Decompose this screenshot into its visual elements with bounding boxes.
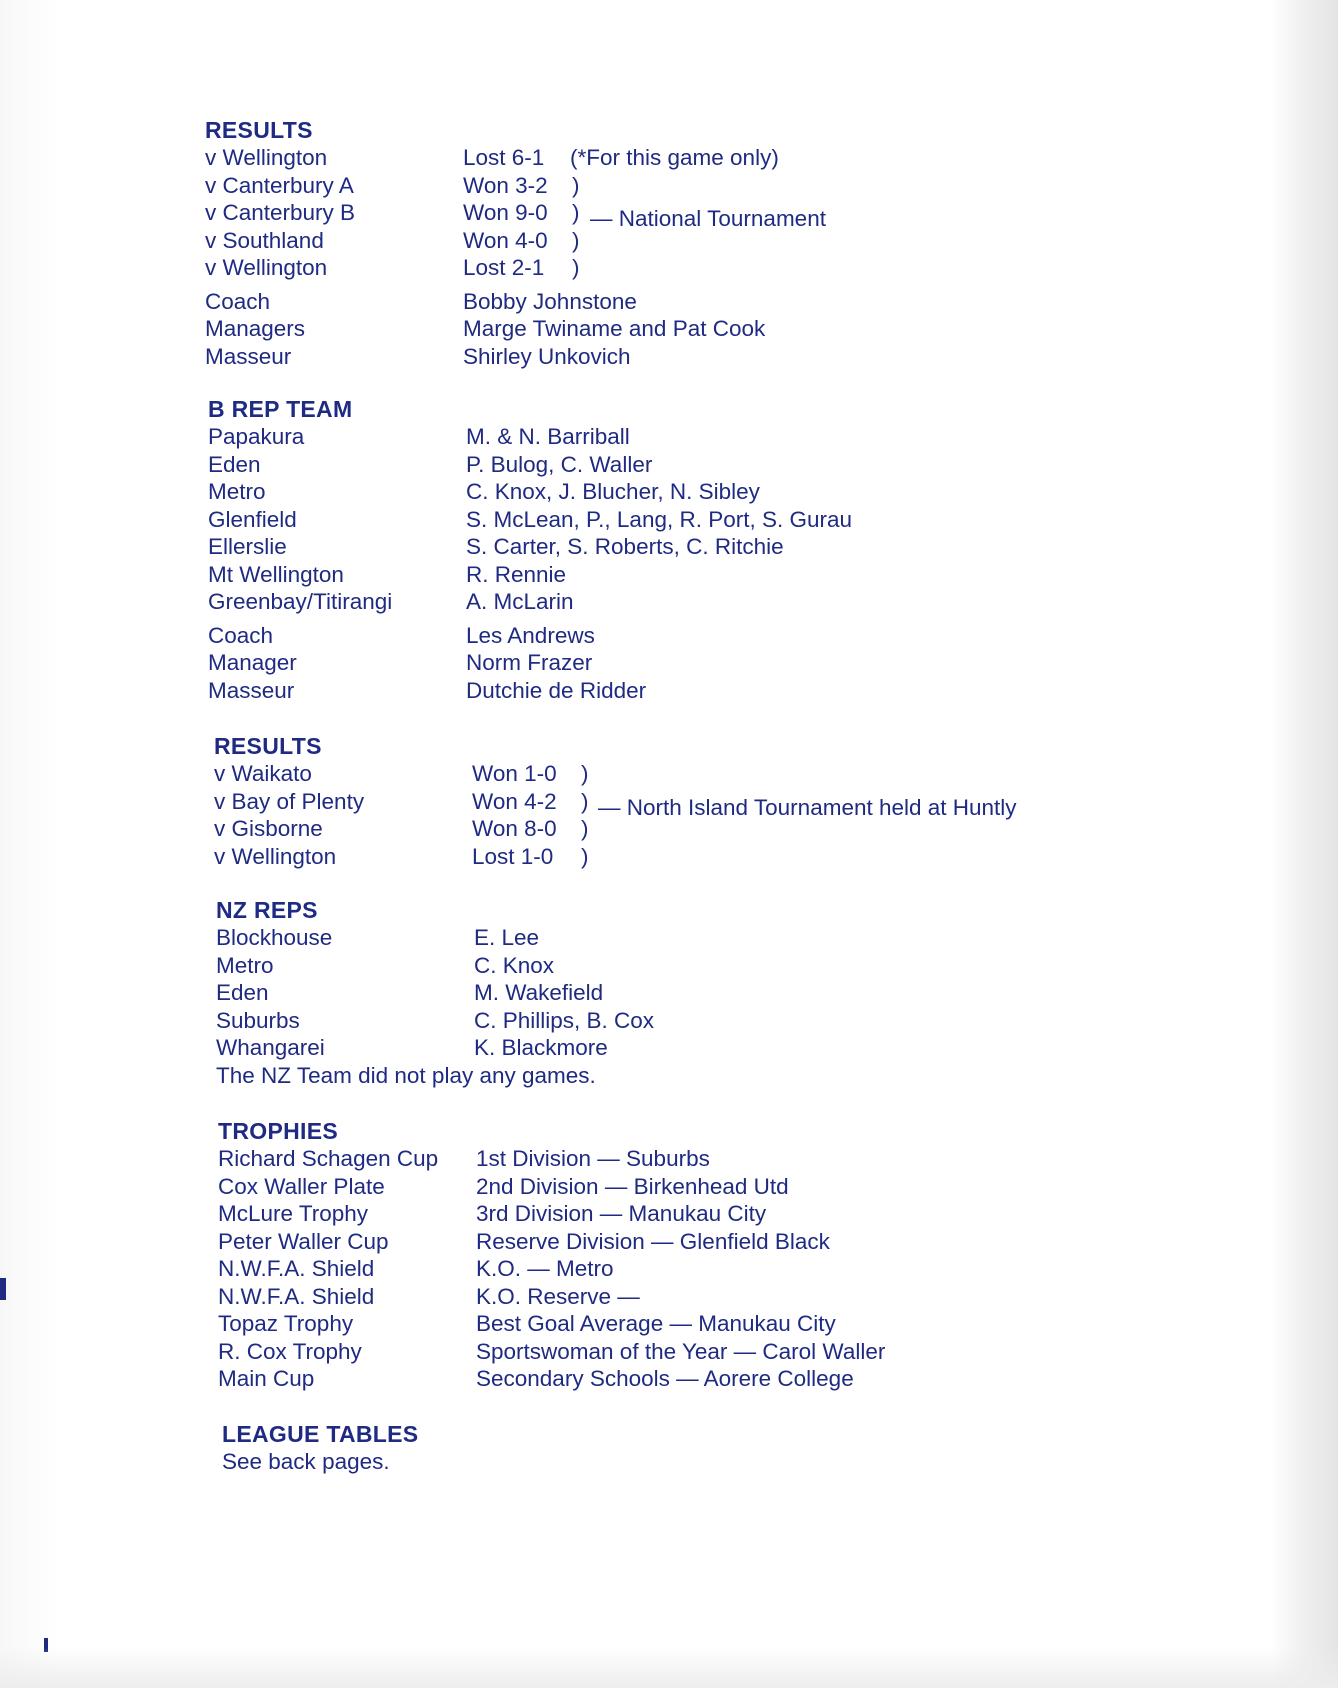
club-row — [208, 588, 1108, 616]
opponent: v Wellington — [205, 255, 328, 280]
trophy-winner: 3rd Division — Manukau City — [476, 1201, 767, 1226]
club-name: Metro — [208, 479, 266, 504]
result: Won 3-2 — [463, 172, 548, 198]
bracket: ) — [572, 172, 580, 198]
trophy-winner: Best Goal Average — Manukau City — [476, 1311, 836, 1336]
official-name: Marge Twiname and Pat Cook — [463, 316, 766, 341]
official-name: Norm Frazer — [466, 650, 593, 675]
bracket: ) — [572, 255, 580, 280]
opponent: v Canterbury B — [205, 200, 356, 225]
officials-list — [208, 622, 1108, 705]
club-players: E. Lee — [474, 925, 540, 950]
club-players: P. Bulog, C. Waller — [466, 451, 653, 477]
league-tables-section — [222, 1420, 1122, 1476]
club-name: Greenbay/Titirangi — [208, 589, 393, 614]
trophy-winner: K.O. Reserve — — [476, 1283, 640, 1309]
club-name: Suburbs — [216, 1007, 300, 1033]
club-name: Whangarei — [216, 1035, 325, 1060]
result-row — [214, 843, 1114, 871]
club-row — [208, 423, 1108, 451]
section-title: RESULTS — [205, 117, 313, 143]
opponent: v Bay of Plenty — [214, 788, 365, 814]
result-note: (*For this game only) — [570, 145, 779, 170]
club-name: Eden — [216, 980, 269, 1005]
bracket: ) — [581, 843, 589, 869]
trophy-row — [218, 1283, 1118, 1311]
bracket: ) — [581, 816, 589, 841]
official-row — [208, 622, 1108, 650]
trophy-name: Richard Schagen Cup — [218, 1146, 439, 1171]
trophy-row — [218, 1200, 1118, 1228]
club-players: A. McLarin — [466, 589, 574, 614]
club-players: S. Carter, S. Roberts, C. Ritchie — [466, 534, 784, 559]
result-row — [205, 172, 1105, 200]
officials-list — [205, 288, 1105, 371]
section-title: B REP TEAM — [208, 396, 353, 422]
trophy-name: Cox Waller Plate — [218, 1173, 385, 1199]
nz-team-footnote: The NZ Team did not play any games. — [216, 1062, 596, 1088]
club-row — [208, 478, 1108, 506]
trophy-row — [218, 1310, 1118, 1338]
bracket: ) — [572, 200, 580, 225]
official-name: Dutchie de Ridder — [466, 677, 647, 703]
official-role: Managers — [205, 316, 306, 341]
opponent: v Canterbury A — [205, 172, 354, 198]
nz-reps-section — [216, 896, 1116, 1089]
result-row — [214, 760, 1114, 788]
official-row — [208, 677, 1108, 705]
trophy-name: N.W.F.A. Shield — [218, 1256, 375, 1281]
tournament-note: — National Tournament — [590, 206, 826, 231]
result: Lost 2-1 — [463, 255, 545, 280]
trophy-name: N.W.F.A. Shield — [218, 1283, 375, 1309]
results-north-island-section — [214, 732, 1114, 870]
club-players: M. Wakefield — [474, 980, 604, 1005]
opponent: v Wellington — [214, 843, 337, 869]
trophy-winner: 2nd Division — Birkenhead Utd — [476, 1173, 789, 1199]
trophy-row — [218, 1365, 1118, 1393]
trophy-row — [218, 1255, 1118, 1283]
section-title: LEAGUE TABLES — [222, 1421, 419, 1447]
result: Won 4-0 — [463, 227, 548, 253]
club-players: M. & N. Barriball — [466, 424, 630, 449]
result: Won 8-0 — [472, 816, 557, 841]
trophy-name: McLure Trophy — [218, 1201, 369, 1226]
club-name: Eden — [208, 451, 261, 477]
club-players: C. Phillips, B. Cox — [474, 1007, 655, 1033]
club-players: C. Knox — [474, 952, 555, 978]
opponent: v Southland — [205, 227, 324, 253]
b-rep-team-section — [208, 395, 1108, 704]
page-edge-shadow — [0, 1648, 1338, 1688]
result-row — [205, 144, 1105, 172]
club-name: Mt Wellington — [208, 561, 344, 587]
result-row — [205, 254, 1105, 282]
trophy-row — [218, 1145, 1118, 1173]
club-row — [208, 506, 1108, 534]
official-role: Masseur — [205, 343, 292, 369]
club-list — [208, 423, 1108, 616]
result: Won 4-2 — [472, 788, 557, 814]
trophy-winner: K.O. — Metro — [476, 1256, 614, 1281]
trophy-name: Peter Waller Cup — [218, 1228, 389, 1254]
bracket: ) — [572, 227, 580, 253]
trophy-name: R. Cox Trophy — [218, 1338, 362, 1364]
trophy-name: Main Cup — [218, 1366, 315, 1391]
results-national-section — [205, 116, 1105, 370]
club-row — [216, 1007, 1116, 1035]
trophy-row — [218, 1173, 1118, 1201]
bracket: ) — [581, 761, 589, 786]
opponent: v Wellington — [205, 145, 328, 170]
club-name: Glenfield — [208, 506, 297, 532]
result: Lost 6-1 — [463, 145, 545, 170]
official-role: Manager — [208, 650, 297, 675]
club-name: Ellerslie — [208, 534, 287, 559]
official-role: Coach — [208, 622, 274, 648]
club-players: K. Blackmore — [474, 1035, 608, 1060]
bracket: ) — [581, 788, 589, 814]
club-row — [208, 451, 1108, 479]
trophy-winner: Sportswoman of the Year — Carol Waller — [476, 1338, 886, 1364]
result: Won 1-0 — [472, 761, 557, 786]
section-title: TROPHIES — [218, 1118, 338, 1144]
tournament-note: — North Island Tournament held at Huntly — [598, 795, 1017, 820]
official-name: Bobby Johnstone — [463, 288, 637, 314]
official-row — [205, 315, 1105, 343]
section-title: NZ REPS — [216, 897, 318, 923]
section-title: RESULTS — [214, 733, 322, 759]
official-row — [208, 649, 1108, 677]
club-name: Papakura — [208, 424, 305, 449]
trophy-winner: Secondary Schools — Aorere College — [476, 1366, 854, 1391]
official-row — [205, 343, 1105, 371]
club-row — [216, 1034, 1116, 1062]
club-row — [208, 561, 1108, 589]
official-role: Masseur — [208, 677, 295, 703]
trophy-winner: Reserve Division — Glenfield Black — [476, 1228, 830, 1254]
result: Won 9-0 — [463, 200, 548, 225]
official-role: Coach — [205, 288, 271, 314]
trophy-list — [218, 1145, 1118, 1393]
trophy-name: Topaz Trophy — [218, 1311, 354, 1336]
opponent: v Gisborne — [214, 816, 323, 841]
club-name: Metro — [216, 952, 274, 978]
club-row — [216, 952, 1116, 980]
official-name: Les Andrews — [466, 622, 595, 648]
trophy-winner: 1st Division — Suburbs — [476, 1146, 710, 1171]
margin-mark — [0, 1278, 6, 1300]
trophy-row — [218, 1338, 1118, 1366]
club-row — [216, 924, 1116, 952]
result: Lost 1-0 — [472, 843, 554, 869]
trophies-section — [218, 1117, 1118, 1393]
official-row — [205, 288, 1105, 316]
opponent: v Waikato — [214, 761, 312, 786]
official-name: Shirley Unkovich — [463, 343, 631, 369]
league-tables-text: See back pages. — [222, 1449, 390, 1474]
trophy-row — [218, 1228, 1118, 1256]
club-players: C. Knox, J. Blucher, N. Sibley — [466, 479, 760, 504]
club-players: R. Rennie — [466, 561, 567, 587]
club-row — [216, 979, 1116, 1007]
club-list — [216, 924, 1116, 1062]
club-players: S. McLean, P., Lang, R. Port, S. Gurau — [466, 506, 853, 532]
club-name: Blockhouse — [216, 925, 333, 950]
club-row — [208, 533, 1108, 561]
